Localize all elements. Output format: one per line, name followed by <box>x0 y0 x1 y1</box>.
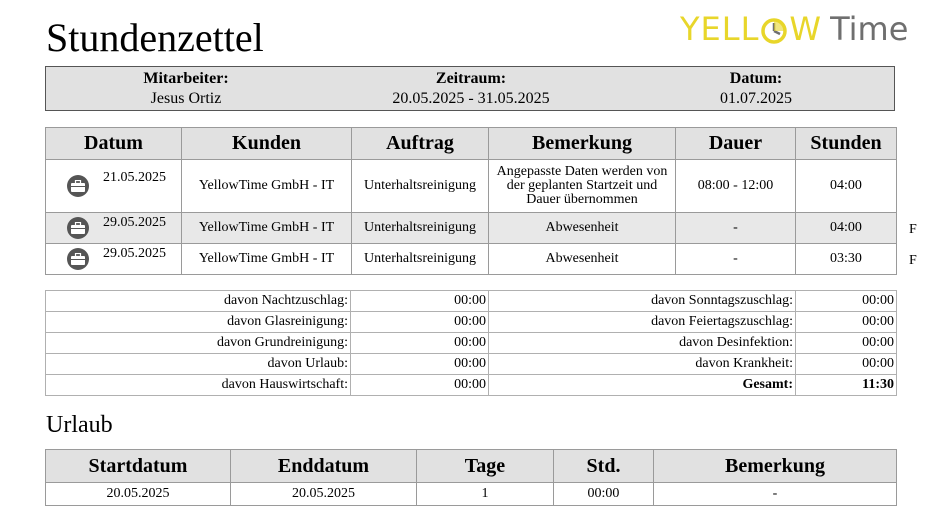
vacation-row <box>46 483 897 506</box>
row-duration: 08:00 - 12:00 <box>676 160 796 213</box>
briefcase-icon <box>67 175 89 197</box>
summary-value: 00:00 <box>796 291 897 312</box>
briefcase-icon <box>67 248 89 270</box>
row-order: Unterhaltsreinigung <box>352 160 489 213</box>
header-datum: Datum <box>46 128 182 160</box>
summary-label: davon Sonntagszuschlag: <box>489 291 796 312</box>
date-cell <box>46 160 182 213</box>
summary-label: davon Hauswirtschaft: <box>46 375 351 396</box>
date-cell <box>46 213 182 244</box>
vacation-table <box>45 449 897 506</box>
header-enddatum: Enddatum <box>231 450 417 483</box>
row-duration: - <box>676 213 796 244</box>
page-title: Stundenzettel <box>46 15 264 60</box>
summary-label: davon Nachtzuschlag: <box>46 291 351 312</box>
clock-icon <box>760 17 788 45</box>
date-cell <box>46 244 182 275</box>
row-order: Unterhaltsreinigung <box>352 244 489 275</box>
vacation-days: 1 <box>417 483 554 506</box>
row-order: Unterhaltsreinigung <box>352 213 489 244</box>
summary-value: 00:00 <box>351 291 489 312</box>
table-row <box>46 244 897 275</box>
summary-row <box>46 312 897 333</box>
summary-value: 00:00 <box>351 312 489 333</box>
summary-label: davon Krankheit: <box>489 354 796 375</box>
employee-block <box>86 69 286 109</box>
header-bemerkung: Bemerkung <box>489 128 676 160</box>
date-block <box>676 69 836 109</box>
table-row <box>46 213 897 244</box>
employee-value: Jesus Ortiz <box>150 90 222 107</box>
header-std: Std. <box>554 450 654 483</box>
period-label: Zeitraum: <box>435 70 507 87</box>
summary-label: davon Feiertagszuschlag: <box>489 312 796 333</box>
row-customer: YellowTime GmbH - IT <box>182 244 352 275</box>
row-hours: 04:00 <box>796 160 897 213</box>
row-hours: 03:30 <box>796 244 897 275</box>
row-date: 29.05.2025 <box>103 215 166 230</box>
date-value: 01.07.2025 <box>720 90 792 107</box>
header-box <box>45 66 895 111</box>
date-label: Datum: <box>729 70 783 87</box>
summary-label: davon Glasreinigung: <box>46 312 351 333</box>
period-value: 20.05.2025 - 31.05.2025 <box>392 90 550 107</box>
vacation-start: 20.05.2025 <box>46 483 231 506</box>
vacation-remark: - <box>654 483 897 506</box>
timesheet-table <box>45 127 897 275</box>
summary-value: 00:00 <box>351 354 489 375</box>
row-duration: - <box>676 244 796 275</box>
vacation-end: 20.05.2025 <box>231 483 417 506</box>
row-customer: YellowTime GmbH - IT <box>182 213 352 244</box>
summary-row <box>46 354 897 375</box>
header-stunden: Stunden <box>796 128 897 160</box>
logo-text-time: Time <box>830 10 909 48</box>
summary-value: 00:00 <box>351 375 489 396</box>
yellowtime-logo <box>680 10 909 48</box>
row-flag: F <box>909 222 917 237</box>
summary-value: 00:00 <box>796 354 897 375</box>
header-startdatum: Startdatum <box>46 450 231 483</box>
row-remark: Abwesenheit <box>489 244 676 275</box>
summary-value: 00:00 <box>796 333 897 354</box>
logo-text-w: W <box>789 10 823 48</box>
table-row <box>46 160 897 213</box>
row-remark: Angepasste Daten werden von der geplanten Startzeit und Dauer übernommen <box>489 160 676 213</box>
table-header-row <box>46 128 897 160</box>
briefcase-icon <box>67 217 89 239</box>
header-bemerkung: Bemerkung <box>654 450 897 483</box>
vacation-hours: 00:00 <box>554 483 654 506</box>
summary-label: davon Desinfektion: <box>489 333 796 354</box>
header-kunden: Kunden <box>182 128 352 160</box>
summary-label: davon Urlaub: <box>46 354 351 375</box>
row-remark: Abwesenheit <box>489 213 676 244</box>
period-block <box>356 69 586 109</box>
total-label: Gesamt: <box>489 375 796 396</box>
header-tage: Tage <box>417 450 554 483</box>
row-flag: F <box>909 253 917 268</box>
header-dauer: Dauer <box>676 128 796 160</box>
logo-text-yellow: YELL <box>680 10 760 48</box>
header-auftrag: Auftrag <box>352 128 489 160</box>
summary-value: 00:00 <box>351 333 489 354</box>
summary-row <box>46 333 897 354</box>
summary-row <box>46 375 897 396</box>
summary-label: davon Grundreinigung: <box>46 333 351 354</box>
summary-value: 00:00 <box>796 312 897 333</box>
row-date: 21.05.2025 <box>103 170 166 185</box>
vacation-title: Urlaub <box>46 412 113 438</box>
summary-table <box>45 290 897 396</box>
summary-row <box>46 291 897 312</box>
employee-label: Mitarbeiter: <box>143 70 229 87</box>
row-customer: YellowTime GmbH - IT <box>182 160 352 213</box>
total-value: 11:30 <box>796 375 897 396</box>
row-date: 29.05.2025 <box>103 246 166 261</box>
vacation-header-row <box>46 450 897 483</box>
row-hours: 04:00 <box>796 213 897 244</box>
